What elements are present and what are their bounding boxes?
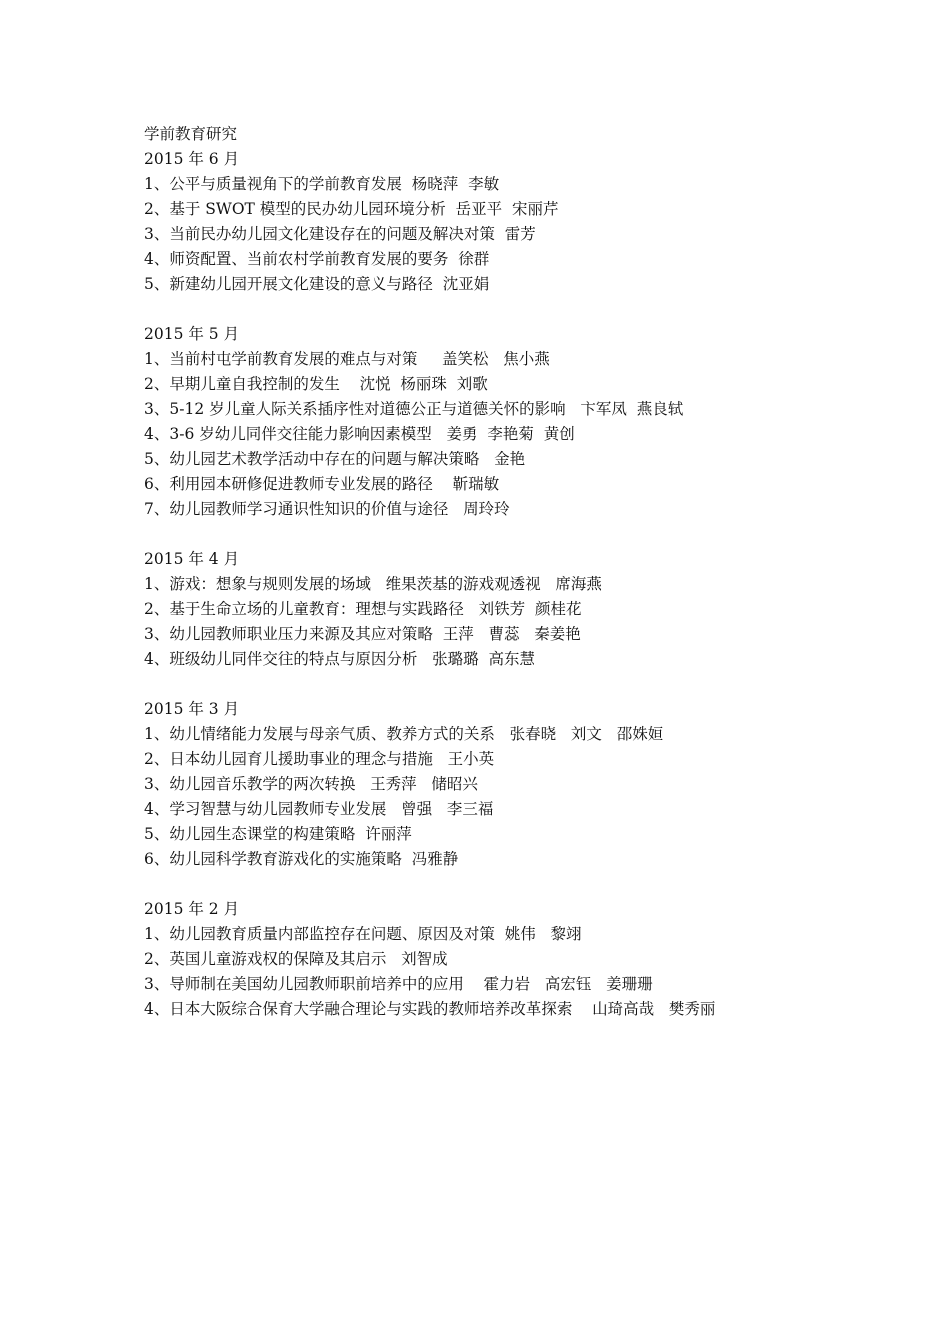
issue-section-april [144,547,904,672]
article-entry: 4、学习智慧与幼儿园教师专业发展 曾强 李三福 [144,800,494,818]
article-entry: 2、英国儿童游戏权的保障及其启示 刘智成 [144,950,448,968]
article-entry: 5、幼儿园生态课堂的构建策略 许丽萍 [144,825,412,843]
issue-date: 2015 年 6 月 [144,150,240,168]
issue-date: 2015 年 5 月 [144,325,240,343]
article-entry: 2、基于 SWOT 模型的民办幼儿园环境分析 岳亚平 宋丽芹 [144,200,559,218]
article-entry: 4、班级幼儿同伴交往的特点与原因分析 张璐璐 高东慧 [144,650,535,668]
article-entry: 3、当前民办幼儿园文化建设存在的问题及解决对策 雷芳 [144,225,536,243]
issue-date: 2015 年 4 月 [144,550,240,568]
article-entry: 1、幼儿园教育质量内部监控存在问题、原因及对策 姚伟 黎翊 [144,925,582,943]
article-entry: 7、幼儿园教师学习通识性知识的价值与途径 周玲玲 [144,500,510,518]
article-entry: 3、导师制在美国幼儿园教师职前培养中的应用 霍力岩 高宏钰 姜珊珊 [144,975,653,993]
issue-section-february [144,897,904,1022]
document-page [144,122,904,1022]
issue-date: 2015 年 3 月 [144,700,240,718]
article-entry: 3、5-12 岁儿童人际关系插序性对道德公正与道德关怀的影响 卞军凤 燕良轼 [144,400,684,418]
issue-section-may [144,322,904,522]
article-entry: 1、游戏：想象与规则发展的场域 维果茨基的游戏观透视 席海燕 [144,575,602,593]
article-entry: 3、幼儿园教师职业压力来源及其应对策略 王萍 曹蕊 秦姜艳 [144,625,581,643]
article-entry: 3、幼儿园音乐教学的两次转换 王秀萍 储昭兴 [144,775,478,793]
article-entry: 2、早期儿童自我控制的发生 沈悦 杨丽珠 刘歌 [144,375,488,393]
article-entry: 2、日本幼儿园育儿援助事业的理念与措施 王小英 [144,750,495,768]
issue-date: 2015 年 2 月 [144,900,240,918]
journal-title: 学前教育研究 [144,125,238,143]
article-entry: 1、幼儿情绪能力发展与母亲气质、教养方式的关系 张春晓 刘文 邵姝姮 [144,725,664,743]
article-entry: 5、幼儿园艺术教学活动中存在的问题与解决策略 金艳 [144,450,526,468]
article-entry: 6、利用园本研修促进教师专业发展的路径 靳瑞敏 [144,475,500,493]
issue-section-june [144,147,904,297]
article-entry: 1、当前村屯学前教育发展的难点与对策 盖笑松 焦小燕 [144,350,550,368]
article-entry: 2、基于生命立场的儿童教育：理想与实践路径 刘铁芳 颜桂花 [144,600,582,618]
article-entry: 6、幼儿园科学教育游戏化的实施策略 冯雅静 [144,850,459,868]
issue-section-march [144,697,904,872]
article-entry: 4、师资配置、当前农村学前教育发展的要务 徐群 [144,250,490,268]
article-entry: 4、日本大阪综合保育大学融合理论与实践的教师培养改革探索 山琦高哉 樊秀丽 [144,1000,716,1018]
article-entry: 5、新建幼儿园开展文化建设的意义与路径 沈亚娟 [144,275,490,293]
article-entry: 1、公平与质量视角下的学前教育发展 杨晓萍 李敏 [144,175,500,193]
article-entry: 4、3-6 岁幼儿同伴交往能力影响因素模型 姜勇 李艳菊 黄创 [144,425,575,443]
